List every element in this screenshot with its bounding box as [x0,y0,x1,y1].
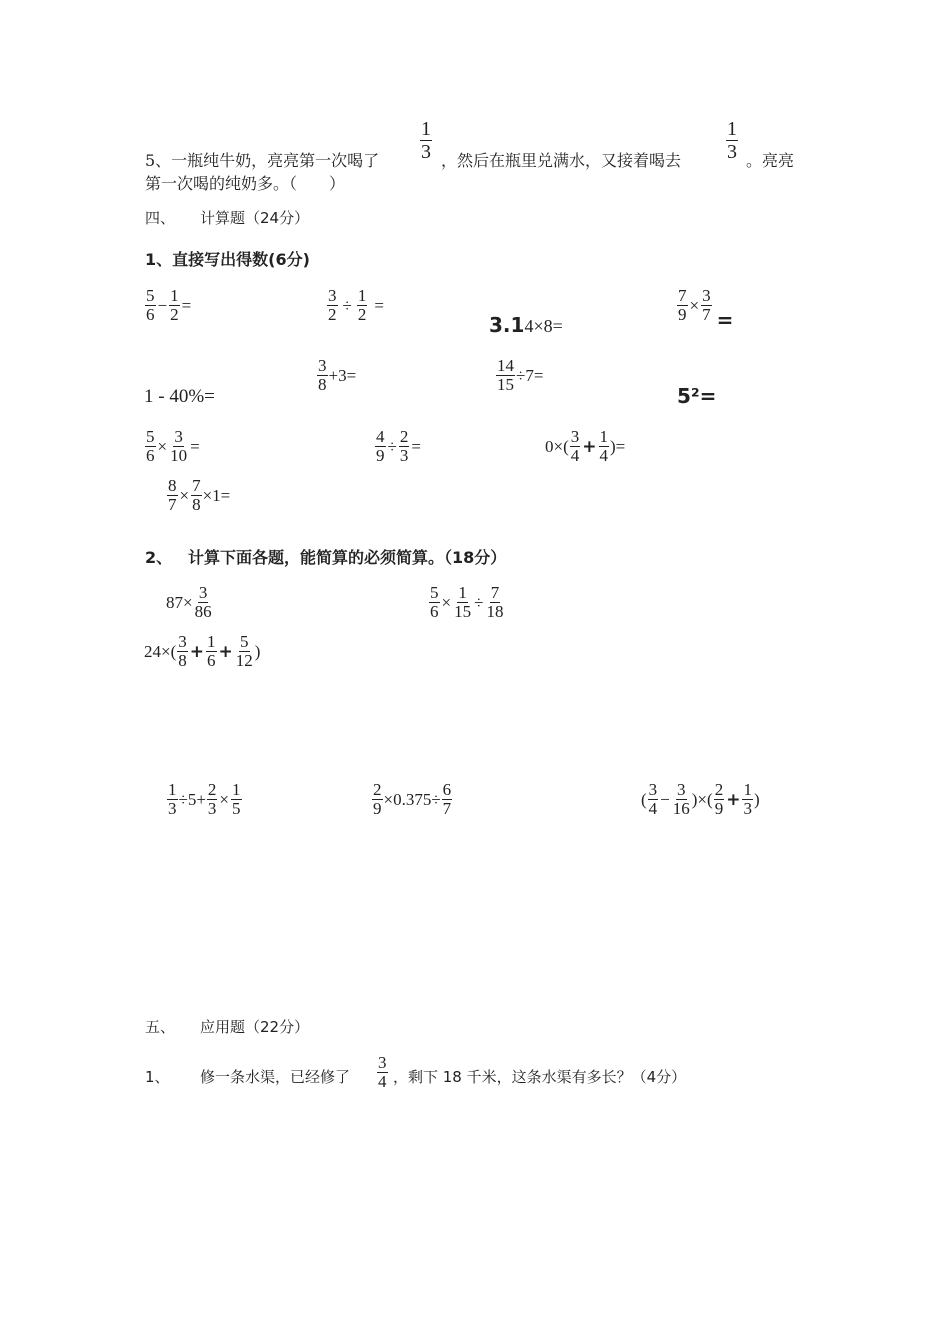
simplify-4: $\frac{1}{3}$ ÷5+ $\frac{2}{3}$ × $\frac{1}{5}$ [168,780,241,818]
app-q1-text-part1: 修一条水渠，已经修了 [200,1068,351,1086]
expr-11: 0×( $\frac{3}{4}$ + $\frac{1}{4}$ )= [545,427,626,465]
q5-line2: 第一次喝的纯奶多。（ ） [145,174,346,193]
expr-10: $\frac{4}{9}$ ÷ $\frac{2}{3}$ = [376,427,421,465]
q5-line1 [145,148,379,171]
simplify-2: $\frac{5}{6}$ × $\frac{1}{15}$ ÷ $\frac{7}{18}$ [430,583,504,621]
expr-12: $\frac{8}{7}$ × $\frac{7}{8}$ ×1= [168,476,231,514]
simplify-1: 87× $\frac{3}{86}$ [166,583,212,621]
app-q1-fraction: $\frac{3}{4}$ [378,1053,387,1091]
expr-7: $\frac{14}{15}$ ÷7= [497,356,544,394]
expr-3: 3.14×8= [489,313,563,337]
q5-fraction-1: $\frac{1}{3}$ [421,118,431,163]
section5-number: 五、 [145,1018,176,1036]
expr-4: $\frac{7}{9}$ × $\frac{3}{7}$ = [678,286,734,332]
subsection1-title: 1、直接写出得数(6分) [145,250,310,269]
section4-number: 四、 [145,209,176,227]
simplify-5: $\frac{2}{9}$ ×0.375÷ $\frac{6}{7}$ [373,780,452,818]
expr-9: $\frac{5}{6}$ × $\frac{3}{10}$ = [146,427,200,465]
q5-fraction-2: $\frac{1}{3}$ [727,118,737,163]
simplify-3: 24×( $\frac{3}{8}$ + $\frac{1}{6}$ + $\frac{5}{12}$ ) [144,632,261,670]
expr-8: 5²= [677,384,717,408]
expr-5: 1 - 40%= [144,386,215,407]
q5-text-part1: 5、一瓶纯牛奶，亮亮第一次喝了 [145,151,380,170]
section5-title: 应用题（22分） [200,1018,310,1036]
q5-text-part3: 。亮亮 [746,151,795,170]
section4-title: 计算题（24分） [200,209,310,227]
app-q1-number: 1、 [145,1068,170,1086]
app-q1-text-part2: ，剩下 18 千米，这条水渠有多长？（4分） [393,1068,687,1086]
expr-6: $\frac{3}{8}$ +3= [318,356,357,394]
expr-1: $\frac{5}{6}$ − $\frac{1}{2}$ = [146,286,192,324]
subsection2-title: 计算下面各题，能简算的必须简算。（18分） [188,548,507,567]
simplify-6: ( $\frac{3}{4}$ − $\frac{3}{16}$ )×( $\frac{2}{9}$ + $\frac{1}{3}$ ) [641,780,760,818]
q5-text-part2: ，然后在瓶里兑满水，又接着喝去 [441,151,682,170]
expr-2: $\frac{3}{2}$ ÷ $\frac{1}{2}$ = [328,286,384,324]
subsection2-number: 2、 [145,548,173,567]
